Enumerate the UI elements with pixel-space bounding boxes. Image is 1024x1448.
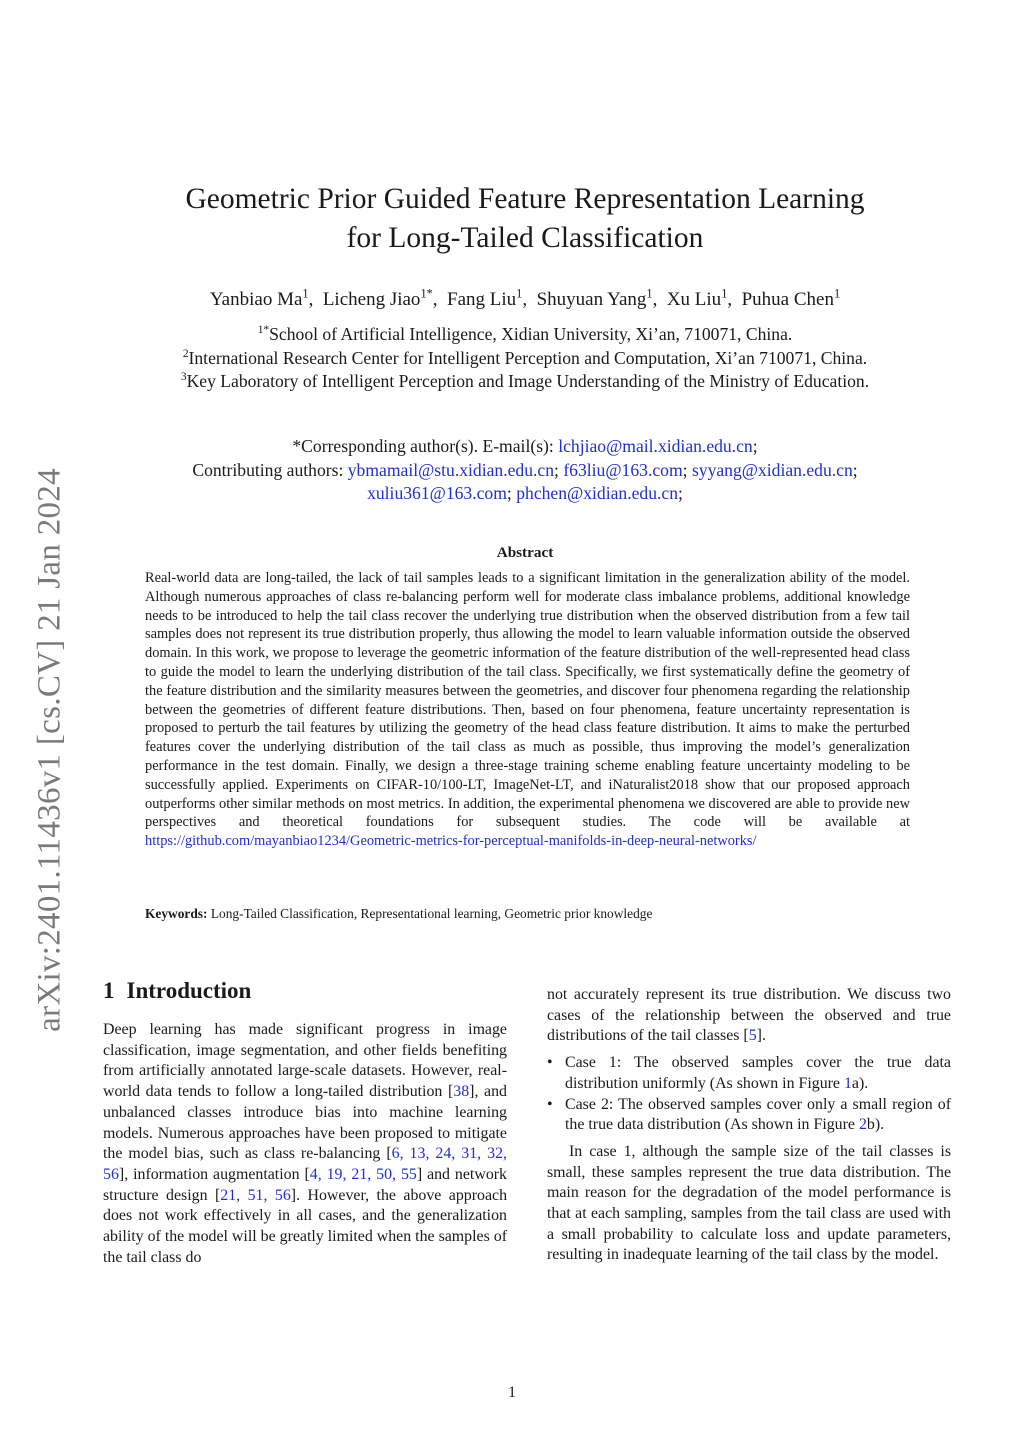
- list-item: • Case 2: The observed samples cover only a small region of the true data distribution (As shown in Figure 2b).: [547, 1095, 951, 1134]
- keywords-text: Long-Tailed Classification, Representational learning, Geometric prior knowledge: [210, 906, 653, 921]
- correspondence: *Corresponding author(s). E-mail(s): lchjiao@mail.xidian.edu.cn; Contributing authors: ybmamail@stu.xidian.edu.cn; f63liu@163.com; syyang@xidian.edu.cn; xuliu361@163.com; phchen@xidian.edu.cn;: [192, 436, 858, 503]
- paper-title: [120, 180, 930, 258]
- email-link[interactable]: f63liu@163.com: [563, 459, 683, 480]
- list-item: • Case 1: The observed samples cover the true data distribution uniformly (As shown in Figure 1a).: [547, 1054, 951, 1092]
- author: Yanbiao Ma$^1$: [209, 286, 309, 310]
- citation-link[interactable]: 6, 13, 24, 31, 32, 56: [103, 1145, 507, 1183]
- code-link[interactable]: https://github.com/mayanbiao1234/Geometric-metrics-for-perceptual-manifolds-in-deep-neural-networks/: [145, 833, 757, 850]
- paragraph: not accurately represent its true distribution. We discuss two cases of the relationship between the observed and true distributions of the tail classes [5].: [547, 986, 951, 1045]
- abstract-heading: Abstract: [496, 544, 554, 561]
- affiliation: $^3$Key Laboratory of Intelligent Perception and Image Understanding of the Ministry of Education.: [180, 371, 870, 391]
- author: Puhua Chen$^1$: [741, 286, 841, 310]
- corresponding-label: *Corresponding author(s). E-mail(s):: [292, 436, 554, 456]
- email-link[interactable]: lchjiao@mail.xidian.edu.cn: [558, 436, 753, 456]
- author-list: Yanbiao Ma$^1$, Licheng Jiao$^{1*}$, Fang Liu$^1$, Shuyuan Yang$^1$, Xu Liu$^1$, Puhua Chen$^1$: [209, 286, 841, 310]
- keywords: [145, 906, 910, 922]
- email-link[interactable]: syyang@xidian.edu.cn: [691, 459, 853, 480]
- author: Fang Liu$^1$: [447, 286, 523, 310]
- page-number: 1: [508, 1384, 516, 1401]
- citation-link[interactable]: 21, 51, 56: [220, 1186, 291, 1204]
- affiliations: [105, 323, 945, 394]
- abstract-body: [145, 569, 910, 851]
- author: Licheng Jiao$^{1*}$: [322, 286, 433, 310]
- section-heading: [103, 978, 251, 1004]
- title-line-1: Geometric Prior Guided Feature Representation Learning: [185, 183, 865, 215]
- bullet-icon: •: [547, 1054, 553, 1072]
- email-link[interactable]: phchen@xidian.edu.cn: [516, 483, 679, 503]
- paragraph: In case 1, although the sample size of the tail classes is small, these samples represent the true data distribution. The main reason for the degradation of the model performance is that at each sampling, samples from the tail class are used with a small probability to calculate loss and update parameters, resulting in inadequate learning of the tail class by the model.: [547, 1142, 951, 1264]
- intro-left-column: Deep learning has made significant progress in image classification, image segmentation, and other fields benefiting from artificially annotated large-scale datasets. However, real-world data tends to follow a long-tailed distribution [38], and unbalanced classes introduce bias into machine learning models. Numerous approaches have been proposed to mitigate the model bias, such as class re-balancing [6, 13, 24, 31, 32, 56], information augmentation [4, 19, 21, 50, 55] and network structure design [21, 51, 56]. However, the above approach does not work effectively in all cases, and the generalization ability of the model will be greatly limited when the samples of the tail class do: [103, 1021, 508, 1266]
- arxiv-stamp: arXiv:2401.11436v1 [cs.CV] 21 Jan 2024: [31, 468, 68, 1032]
- email-link[interactable]: xuliu361@163.com: [367, 483, 507, 503]
- section-number: 1: [103, 978, 115, 1003]
- intro-right-column: [547, 985, 951, 1266]
- figure-link[interactable]: 1: [843, 1074, 852, 1092]
- section-title: Introduction: [126, 978, 252, 1003]
- citation-link[interactable]: 4, 19, 21, 50, 55: [309, 1165, 417, 1183]
- affiliation: $^{1*}$School of Artificial Intelligence, Xidian University, Xi’an, 710071, China.: [257, 324, 793, 344]
- keywords-label: Keywords:: [145, 906, 208, 921]
- contributing-label: Contributing authors:: [192, 459, 344, 480]
- case-list: [547, 1053, 951, 1136]
- figure-link[interactable]: 2: [858, 1116, 867, 1134]
- title-line-2: for Long-Tailed Classification: [346, 222, 704, 254]
- author: Shuyuan Yang$^1$: [536, 286, 653, 310]
- citation-link[interactable]: 5: [748, 1027, 757, 1045]
- citation-link[interactable]: 38: [453, 1083, 470, 1101]
- author: Xu Liu$^1$: [666, 286, 728, 310]
- abstract-text: Real-world data are long-tailed, the lack of tail samples leads to a significant limitation in the generalization ability of the model. Although numerous approaches of class re-balancing perform well for moderate class imbalance problems, additional knowledge needs to be introduced to help the tail class recover the underlying true distribution when the observed distribution from a few tail samples does not represent its true distribution properly, thus allowing the model to learn valuable information outside the observed domain. In this work, we propose to leverage the geometric information of the feature distribution of the well-represented head class to guide the model to learn the underlying distribution of the tail class. Specifically, we first systematically define the geometry of the feature distribution and the similarity measures between the geometries, and discover four phenomena regarding the relationship between the geometries of different feature distributions. Then, based on four phenomena, feature uncertainty representation is proposed to perturb the tail features by utilizing the geometry of the head class feature distribution. It aims to make the perturbed features cover the underlying distribution of the tail class as much as possible, thus improving the model’s generalization performance in the test domain. Finally, we design a three-stage training scheme enabling feature uncertainty modeling to be successfully applied. Experiments on CIFAR-10/100-LT, ImageNet-LT, and iNaturalist2018 show that our proposed approach outperforms other similar methods on most metrics. In addition, the experimental phenomena we discovered are able to provide new perspectives and theoretical foundations for subsequent studies. The code will be available at: [145, 570, 910, 831]
- bullet-icon: •: [547, 1095, 553, 1113]
- affiliation: $^2$International Research Center for Intelligent Perception and Computation, Xi’an 710071, China.: [182, 347, 868, 368]
- email-link[interactable]: ybmamail@stu.xidian.edu.cn: [347, 459, 555, 480]
